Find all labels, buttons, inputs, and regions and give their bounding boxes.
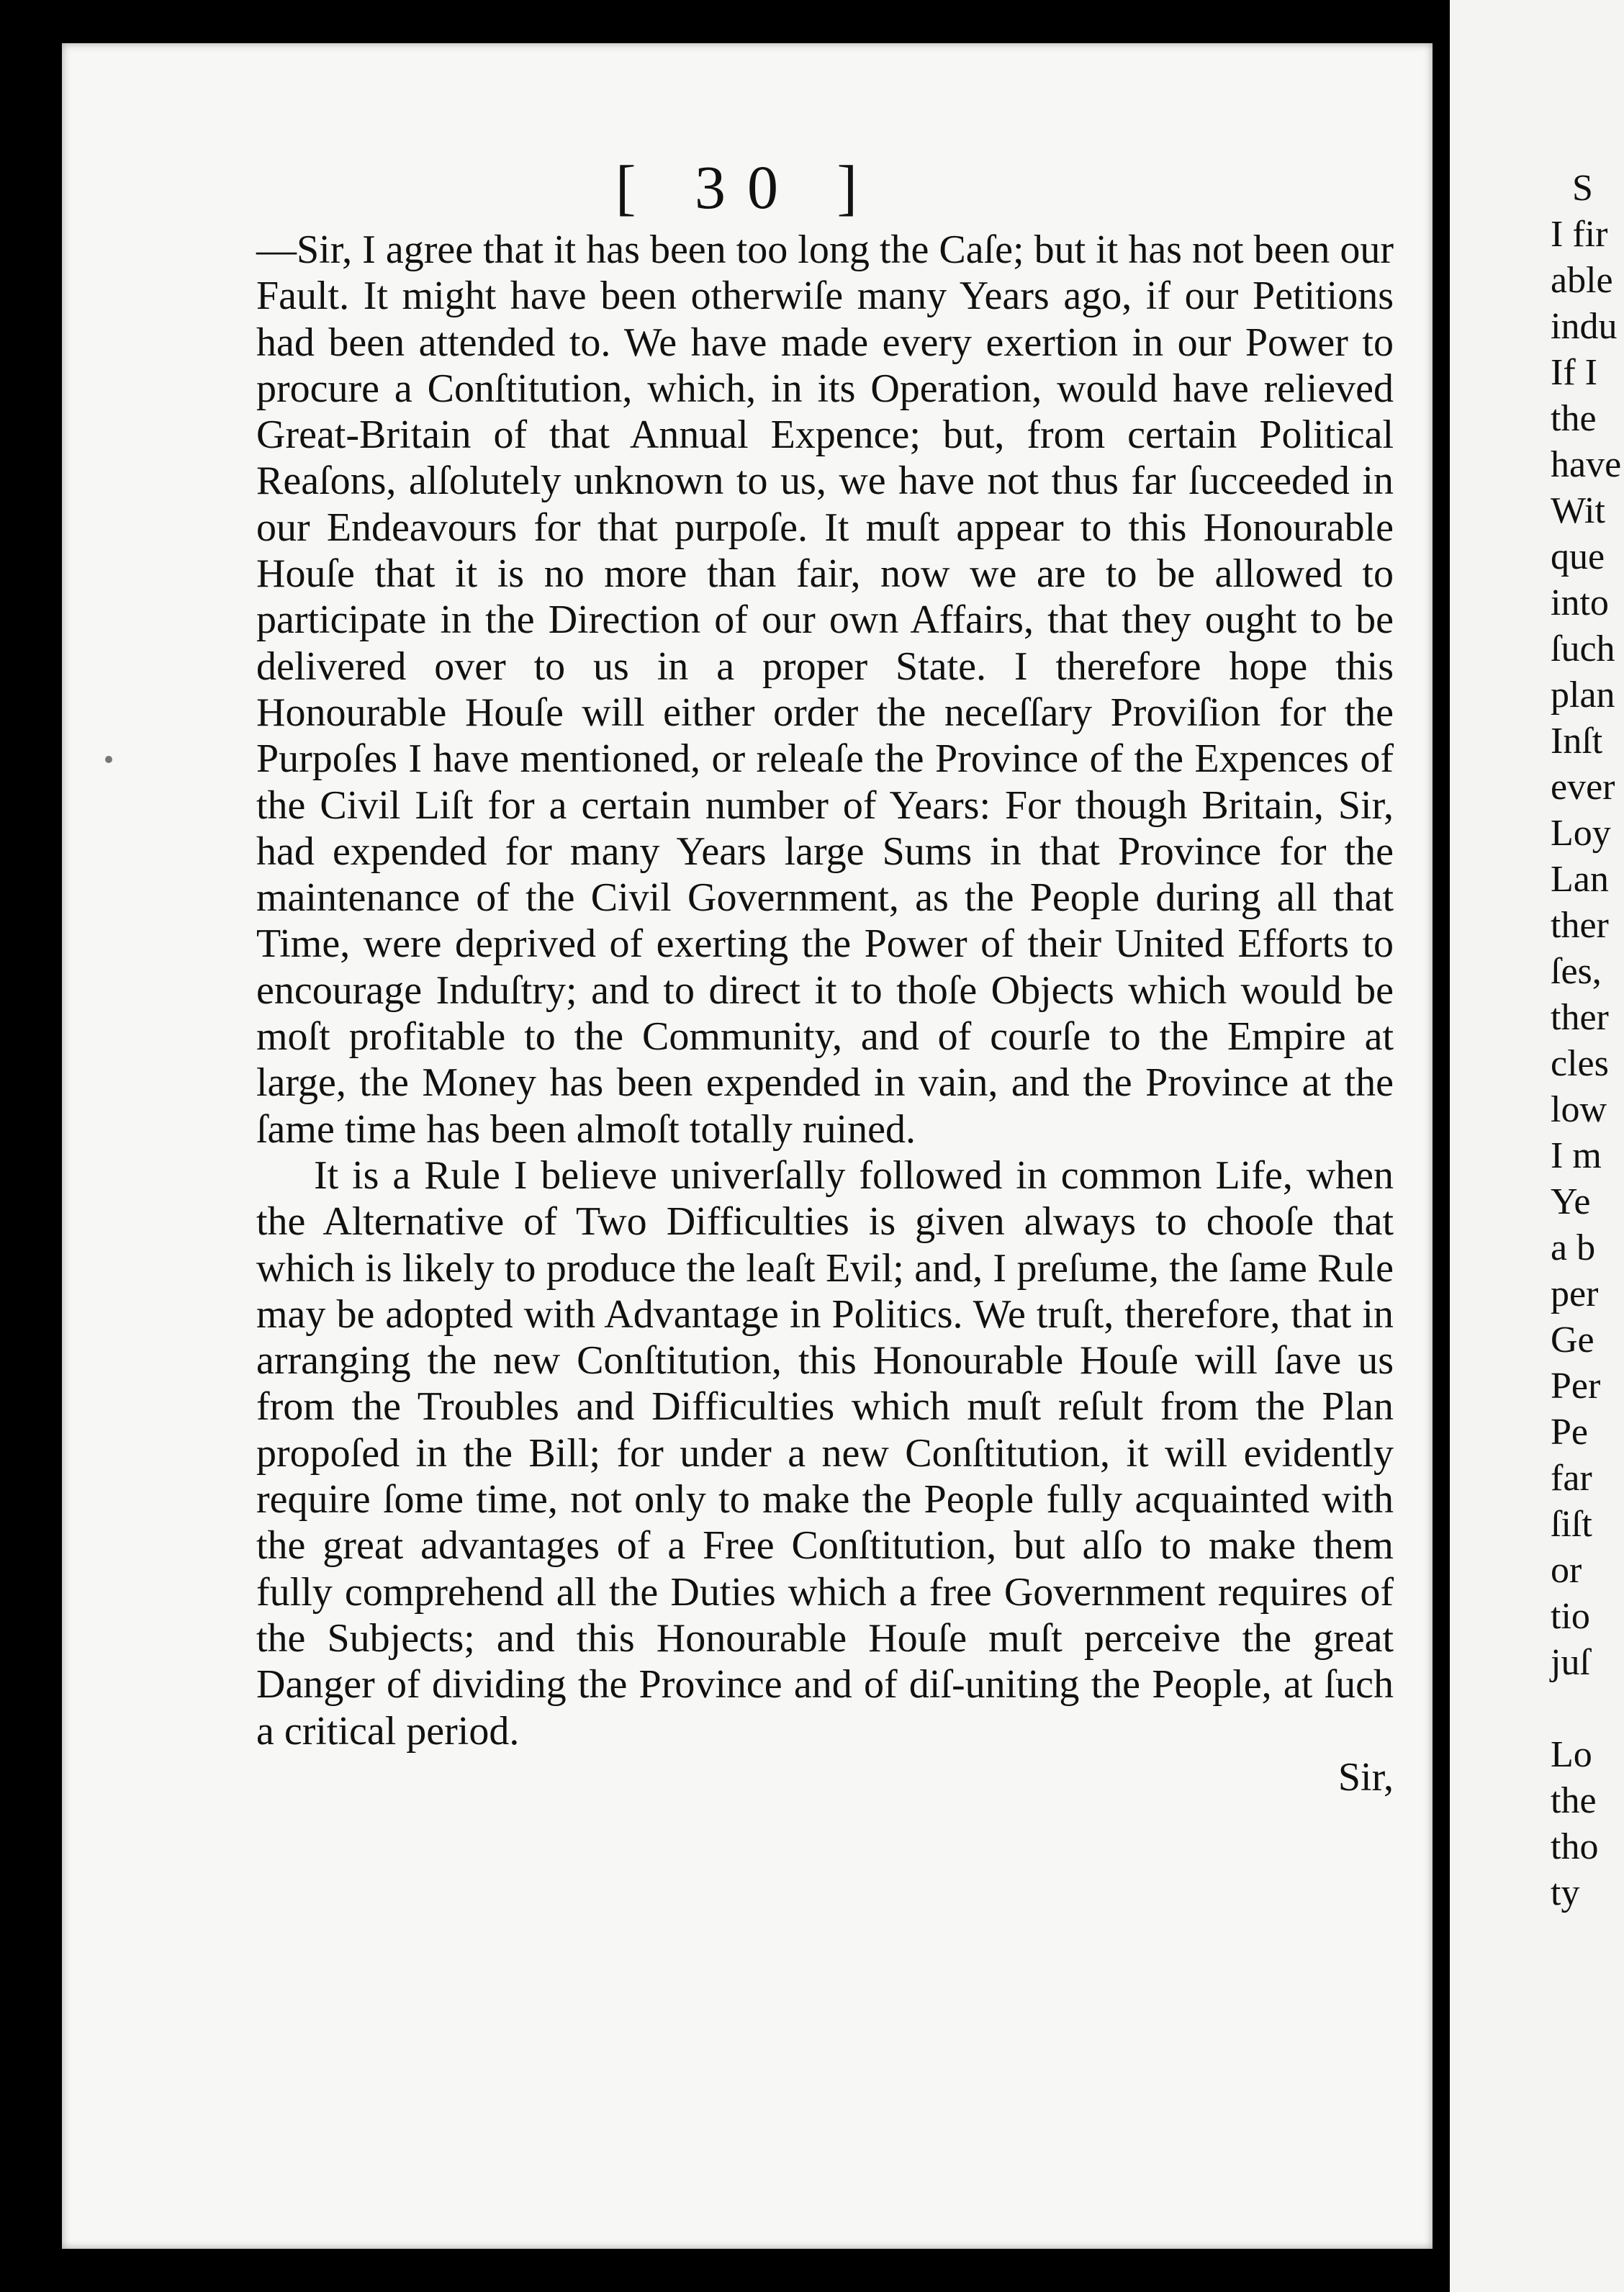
facing-line: Per (1551, 1366, 1601, 1407)
facing-line: tio (1551, 1596, 1590, 1637)
facing-line: cles (1551, 1043, 1609, 1084)
facing-line: per (1551, 1273, 1599, 1314)
body-text (256, 227, 1394, 1800)
facing-line: If I (1551, 352, 1597, 393)
facing-line: I fir (1551, 214, 1608, 255)
facing-line: Ge (1551, 1319, 1594, 1361)
facing-page-text (1551, 166, 1621, 1916)
facing-line: the (1551, 398, 1597, 439)
facing-line: ty (1551, 1872, 1580, 1913)
facing-line: Inſt (1551, 721, 1603, 762)
paragraph-2: It is a Rule I believe univerſally followed in common Life, when the Alternative of Two Difficulties is given always to chooſe that which is likely to produce the leaſt Evil; and, I preſume, the ſame Rule may be adopted with Advantage in Politics. We truſt, therefore, that in arranging the new Conſtitution, this Honourable Houſe will ſave us from the Troubles and Difficulties which muſt reſult from the Plan propoſed in the Bill; for under a new Conſtitution, it will evidently require ſome time, not only to make the People fully acquainted with the great advantages of a Free Conſtitution, but alſo to make them fully comprehend all the Duties which a free Government requires of the Subjects; and this Honourable Houſe muſt perceive the great Danger of dividing the Province and of diſ-uniting the People, at ſuch a critical period. (256, 1152, 1394, 1754)
facing-line: indu (1551, 306, 1618, 347)
facing-line: far (1551, 1458, 1592, 1499)
facing-line: Pe (1551, 1412, 1588, 1453)
catchword: Sir, (1337, 1754, 1394, 1800)
facing-line: a b (1551, 1227, 1596, 1268)
facing-page (1450, 0, 1624, 2292)
facing-line: ever (1551, 767, 1615, 808)
facing-line: tho (1551, 1826, 1599, 1867)
book-gutter (1433, 0, 1450, 2292)
facing-line: ſuch (1551, 628, 1615, 669)
facing-line: ther (1551, 905, 1609, 946)
facing-line: plan (1551, 674, 1615, 716)
facing-line: que (1551, 536, 1605, 577)
facing-line: I m (1551, 1135, 1602, 1176)
facing-line: Lo (1551, 1734, 1592, 1775)
facing-line: or (1551, 1550, 1582, 1591)
facing-line: Ye (1551, 1181, 1591, 1222)
facing-line: low (1551, 1089, 1607, 1130)
facing-line (1551, 1686, 1621, 1732)
facing-line: Lan (1551, 859, 1609, 900)
facing-line: Wit (1551, 490, 1605, 531)
facing-line: ſes, (1551, 951, 1602, 992)
left-page (62, 43, 1433, 2249)
page-number: [ 30 ] (615, 153, 880, 222)
facing-line: into (1551, 582, 1609, 623)
facing-line: Loy (1551, 813, 1611, 854)
facing-line: ſiſt (1551, 1504, 1592, 1545)
facing-line: S (1572, 168, 1593, 209)
facing-line: able (1551, 260, 1613, 301)
paragraph-1: —Sir, I agree that it has been too long the Caſe; but it has not been our Fault. It might have been otherwiſe many Years ago, if our Petitions had been attended to. We have made every exertion in our Power to procure a Conſtitution, which, in its Operation, would have relieved Great-Britain of that Annual Expence; but, from certain Political Reaſons, alſolutely unknown to us, we have not thus far ſucceeded in our Endeavours for that purpoſe. It muſt appear to this Honourable Houſe that it is no more than fair, now we are to be allowed to participate in the Direction of our own Affairs, that they ought to be delivered over to us in a proper State. I therefore hope this Honourable Houſe will either order the neceſſary Proviſion for the Purpoſes I have mentioned, or releaſe the Province of the Expences of the Civil Liſt for a certain number of Years: For though Britain, Sir, had expended for many Years large Sums in that Province for the maintenance of the Civil Government, as the People during all that Time, were deprived of exerting the Power of their United Efforts to encourage Induſtry; and to direct it to thoſe Objects which would be moſt profitable to the Community, and of courſe to the Empire at large, the Money has been expended in vain, and the Province at the ſame time has been almoſt totally ruined. (256, 227, 1394, 1152)
margin-speck (105, 756, 112, 763)
facing-line: juſ (1551, 1642, 1590, 1683)
facing-line: ther (1551, 997, 1609, 1038)
facing-line: the (1551, 1780, 1597, 1821)
facing-line: have (1551, 444, 1622, 485)
